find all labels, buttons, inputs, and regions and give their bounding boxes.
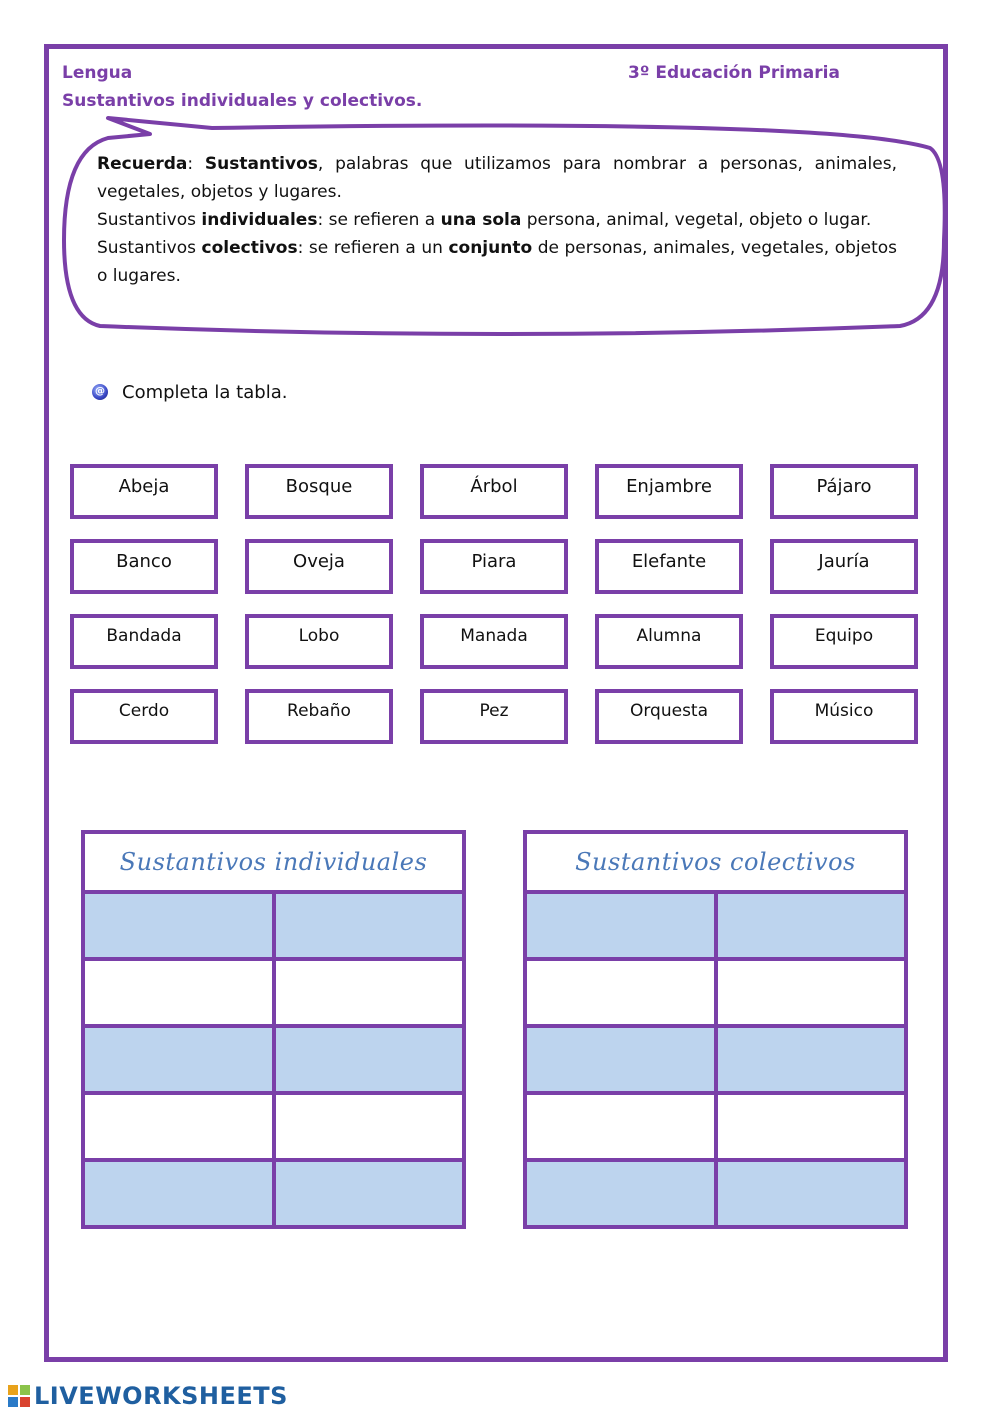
mid-individuales: : se refieren a [317,210,441,230]
drop-cell[interactable] [714,1095,905,1158]
drop-cell[interactable] [527,1028,714,1091]
recuerda-box [97,150,897,290]
word-card[interactable]: Músico [770,689,918,744]
word-card[interactable]: Pájaro [770,464,918,519]
drop-cell[interactable] [272,894,463,957]
emph-conjunto: conjunto [448,238,533,258]
word-card[interactable]: Orquesta [595,689,743,744]
drop-cell[interactable] [527,961,714,1024]
term-individuales: individuales [201,210,318,230]
definition-sustantivos: , palabras que utilizamos para nombrar a personas, animales, vegetales, objetos y lugares. [97,154,897,202]
table-row [527,961,904,1028]
word-card[interactable]: Alumna [595,614,743,669]
recuerda-paragraph-1 [97,150,897,206]
drop-cell[interactable] [85,894,272,957]
drop-cell[interactable] [714,894,905,957]
instruction-text: Completa la tabla. [122,382,288,403]
logo-blocks-icon [8,1385,30,1407]
drop-cell[interactable] [85,1095,272,1158]
recuerda-label: Recuerda [97,154,188,174]
table-row [85,1162,462,1225]
drop-cell[interactable] [272,961,463,1024]
drop-cell[interactable] [85,961,272,1024]
subject-label: Lengua [62,63,133,83]
word-card[interactable]: Piara [420,539,568,594]
word-card[interactable]: Lobo [245,614,393,669]
emph-una-sola: una sola [440,210,522,230]
table-row [527,1028,904,1095]
table-colectivos-title: Sustantivos colectivos [527,834,904,894]
drop-cell[interactable] [714,1162,905,1225]
table-colectivos [523,830,908,1229]
word-card[interactable]: Jauría [770,539,918,594]
word-card[interactable]: Rebaño [245,689,393,744]
grade-label: 3º Educación Primaria [628,63,840,83]
drop-cell[interactable] [527,1162,714,1225]
drop-cell[interactable] [272,1162,463,1225]
word-card[interactable]: Elefante [595,539,743,594]
word-card[interactable]: Bosque [245,464,393,519]
drop-cell[interactable] [714,961,905,1024]
table-row [527,894,904,961]
table-individuales [81,830,466,1229]
table-row [85,961,462,1028]
drop-cell[interactable] [272,1095,463,1158]
word-card[interactable]: Equipo [770,614,918,669]
mid-colectivos: : se refieren a un [297,238,449,258]
drop-cell[interactable] [714,1028,905,1091]
drop-cell[interactable] [527,1095,714,1158]
term-colectivos: colectivos [201,238,298,258]
drop-cell[interactable] [85,1028,272,1091]
word-card[interactable]: Cerdo [70,689,218,744]
word-card[interactable]: Árbol [420,464,568,519]
word-card[interactable]: Banco [70,539,218,594]
table-row [85,894,462,961]
definition-colectivos: de personas, animales, vegetales, objetos o lugares. [97,238,898,286]
instruction [92,382,287,403]
word-card[interactable]: Enjambre [595,464,743,519]
definition-individuales: persona, animal, vegetal, objeto o lugar. [521,210,872,230]
word-card[interactable]: Abeja [70,464,218,519]
topic-title: Sustantivos individuales y colectivos. [62,91,423,111]
prefix-colectivos: Sustantivos [97,238,202,258]
recuerda-paragraph-3 [97,234,897,290]
prefix-individuales: Sustantivos [97,210,202,230]
table-row [527,1162,904,1225]
table-individuales-title: Sustantivos individuales [85,834,462,894]
drop-cell[interactable] [272,1028,463,1091]
table-row [527,1095,904,1162]
table-row [85,1028,462,1095]
drop-cell[interactable] [527,894,714,957]
liveworksheets-logo [8,1382,288,1410]
word-card[interactable]: Bandada [70,614,218,669]
word-bank [70,464,918,744]
recuerda-colon: : [187,154,205,174]
drop-cell[interactable] [85,1162,272,1225]
word-card[interactable]: Pez [420,689,568,744]
table-row [85,1095,462,1162]
word-card[interactable]: Oveja [245,539,393,594]
brand-name: LIVEWORKSHEETS [34,1382,288,1410]
term-sustantivos: Sustantivos [204,154,318,174]
at-sign-bullet-icon: @ [92,384,108,400]
recuerda-paragraph-2 [97,206,897,234]
word-card[interactable]: Manada [420,614,568,669]
